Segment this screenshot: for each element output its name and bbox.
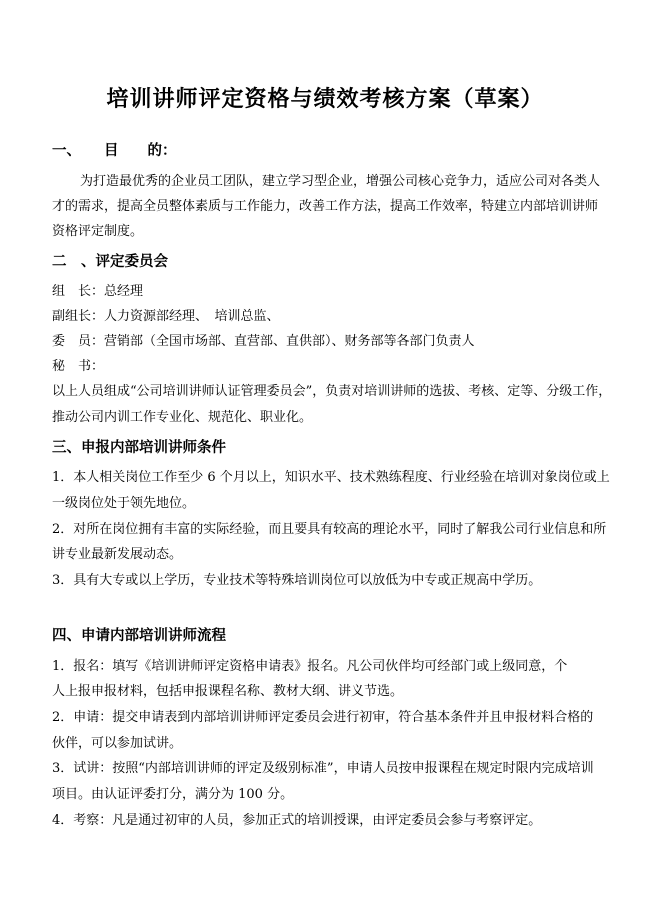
- process-step-line: 项目。由认证评委打分，满分为 100 分。: [52, 787, 294, 802]
- committee-leader-line: 组 长：总经理: [52, 284, 144, 299]
- section-1-paragraph-line: 才的需求，提高全员整体素质与工作能力，改善工作方法，提高工作效率，特建立内部培训讲师: [52, 199, 599, 214]
- page-title: 培训讲师评定资格与绩效考核方案（草案）: [106, 86, 544, 112]
- committee-secretary-line: 秘 书：: [52, 359, 105, 374]
- process-step-line: 3．试讲：按照“内部培训讲师的评定及级别标准”，申请人员按申报课程在规定时限内完成培训: [52, 761, 594, 776]
- section-1-heading: 目 的：: [104, 142, 177, 159]
- section-2-paragraph-line: 以上人员组成“公司培训讲师认证管理委员会”，负责对培训讲师的选拔、考核、定等、分级工作，: [52, 384, 612, 399]
- condition-item-line: 讲专业最新发展动态。: [52, 547, 183, 562]
- condition-item-line: 一级岗位处于领先地位。: [52, 496, 196, 511]
- process-step-line: 2．申请：提交申请表到内部培训讲师评定委员会进行初审，符合基本条件并且申报材料合格的: [52, 710, 594, 725]
- process-step-line: 人上报申报材料，包括申报课程名称、教材大纲、讲义节选。: [52, 684, 404, 699]
- condition-item-line: 1．本人相关岗位工作至少 6 个月以上，知识水平、技术熟练程度、行业经验在培训对象岗位或上: [52, 470, 610, 485]
- condition-item-line: 3．具有大专或以上学历，专业技术等特殊培训岗位可以放低为中专或正规高中学历。: [52, 573, 542, 588]
- section-2-heading: 二 、评定委员会: [52, 253, 168, 270]
- committee-members-line: 委 员：营销部（全国市场部、直营部、直供部）、财务部等各部门负责人: [52, 334, 475, 349]
- section-3-heading: 三、申报内部培训讲师条件: [52, 439, 226, 456]
- process-step-line: 1．报名：填写《培训讲师评定资格申请表》报名。凡公司伙伴均可经部门或上级同意，个: [52, 659, 568, 674]
- section-2-paragraph-line: 推动公司内训工作专业化、规范化、职业化。: [52, 410, 313, 425]
- section-1-heading-number: 一、: [52, 142, 81, 159]
- process-step-line: 伙伴，可以参加试讲。: [52, 736, 183, 751]
- process-step-line: 4．考察：凡是通过初审的人员，参加正式的培训授课，由评定委员会参与考察评定。: [52, 813, 542, 828]
- condition-item-line: 2．对所在岗位拥有丰富的实际经验，而且要具有较高的理论水平，同时了解我公司行业信息和所: [52, 522, 607, 537]
- section-1-paragraph-line: 为打造最优秀的企业员工团队，建立学习型企业，增强公司核心竞争力，适应公司对各类人: [80, 174, 601, 189]
- section-1-paragraph-line: 资格评定制度。: [52, 224, 144, 239]
- section-4-heading: 四、申请内部培训讲师流程: [52, 627, 226, 644]
- committee-deputy-line: 副组长：人力资源部经理、 培训总监、: [52, 309, 280, 324]
